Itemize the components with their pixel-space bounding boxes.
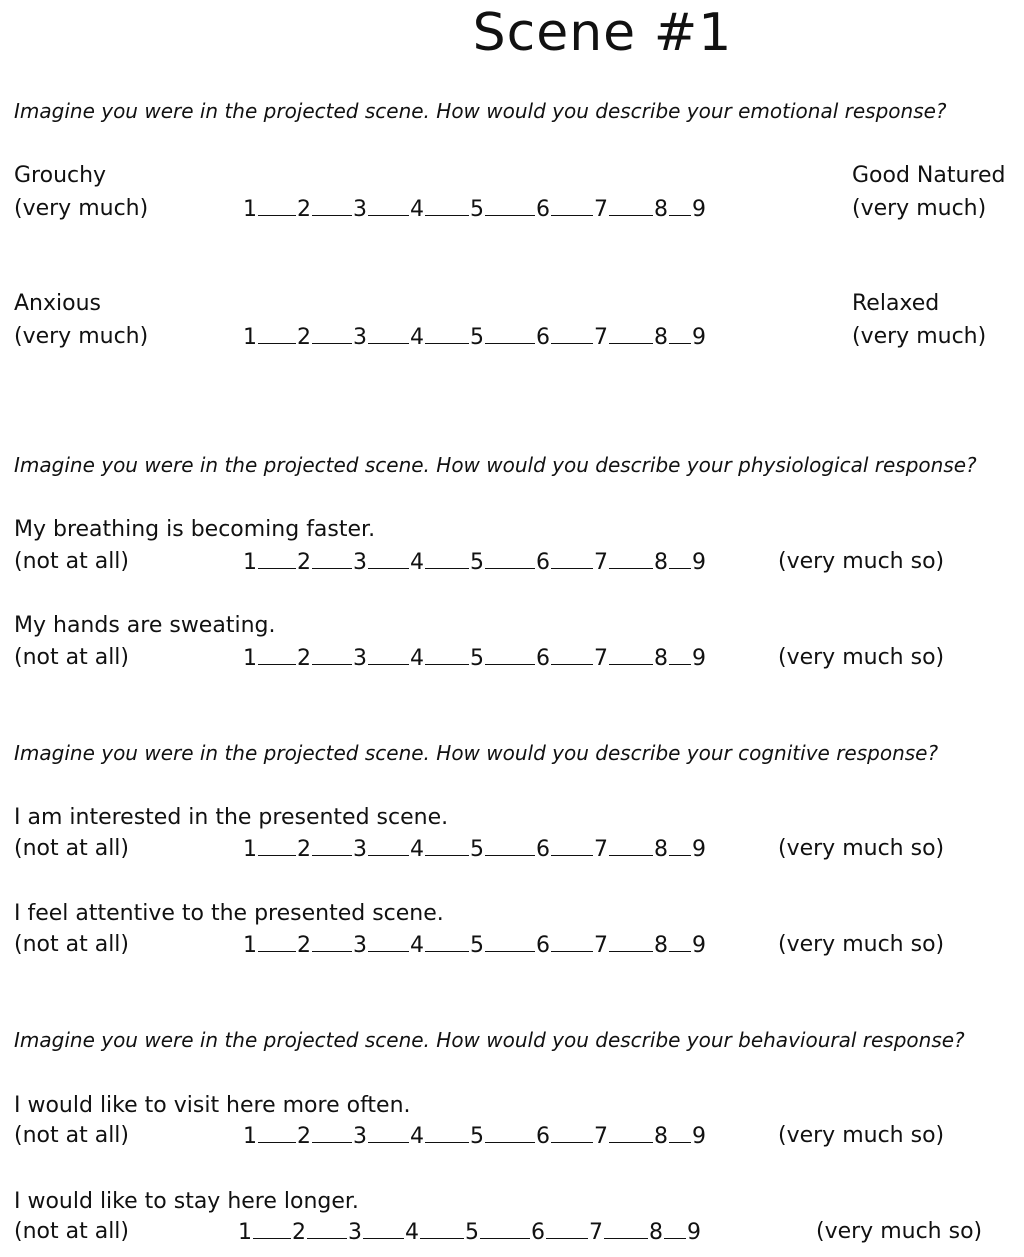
scale-option-6[interactable]: 6: [536, 325, 550, 350]
scale-option-9[interactable]: 9: [692, 1124, 706, 1149]
stay-statement: I would like to stay here longer.: [14, 1189, 359, 1214]
scale-option-1[interactable]: 1: [243, 197, 257, 222]
scale-line: [425, 1122, 469, 1143]
scale-option-4[interactable]: 4: [410, 1124, 424, 1149]
scale-option-9[interactable]: 9: [692, 646, 706, 671]
rating-scale-breathing[interactable]: [243, 548, 706, 577]
attentive-right-anchor: (very much so): [778, 932, 945, 957]
scale-option-6[interactable]: 6: [536, 197, 550, 222]
scale-option-8[interactable]: 8: [654, 197, 668, 222]
scale-option-8[interactable]: 8: [649, 1220, 663, 1245]
scale-line: [258, 644, 296, 665]
scale-option-9[interactable]: 9: [692, 837, 706, 862]
scale-line: [425, 835, 469, 856]
scale-option-4[interactable]: 4: [410, 933, 424, 958]
scale-option-3[interactable]: 3: [353, 197, 367, 222]
anxious-sub-label: (very much): [14, 324, 149, 349]
behavioural-prompt: Imagine you were in the projected scene. How would you describe your behavioural response?: [14, 1028, 965, 1052]
scale-option-8[interactable]: 8: [654, 550, 668, 575]
scale-option-7[interactable]: 7: [594, 1124, 608, 1149]
scale-option-5[interactable]: 5: [470, 646, 484, 671]
scale-option-9[interactable]: 9: [692, 933, 706, 958]
visit-left-anchor: (not at all): [14, 1123, 129, 1148]
scale-line: [312, 323, 352, 344]
scale-option-4[interactable]: 4: [410, 550, 424, 575]
scale-option-3[interactable]: 3: [353, 646, 367, 671]
scale-line: [363, 1218, 404, 1239]
scale-option-2[interactable]: 2: [297, 325, 311, 350]
scale-line: [609, 323, 653, 344]
scale-option-8[interactable]: 8: [654, 646, 668, 671]
scale-line: [669, 1122, 691, 1143]
scale-option-5[interactable]: 5: [470, 550, 484, 575]
scale-option-6[interactable]: 6: [536, 646, 550, 671]
scale-line: [551, 1122, 593, 1143]
scale-line: [485, 195, 535, 216]
scale-option-5[interactable]: 5: [470, 197, 484, 222]
scale-option-6[interactable]: 6: [536, 550, 550, 575]
attentive-statement: I feel attentive to the presented scene.: [14, 901, 444, 926]
scale-option-4[interactable]: 4: [410, 197, 424, 222]
scale-line: [312, 931, 352, 952]
scale-line: [425, 644, 469, 665]
scale-line: [551, 644, 593, 665]
breathing-right-anchor: (very much so): [778, 549, 945, 574]
scale-line: [551, 195, 593, 216]
scale-option-3[interactable]: 3: [353, 325, 367, 350]
scale-option-5[interactable]: 5: [470, 1124, 484, 1149]
scale-option-2[interactable]: 2: [292, 1220, 306, 1245]
scale-option-3[interactable]: 3: [348, 1220, 362, 1245]
scale-line: [669, 835, 691, 856]
scale-line: [368, 548, 409, 569]
physiological-prompt: Imagine you were in the projected scene. How would you describe your physiological response?: [14, 453, 977, 477]
scale-option-9[interactable]: 9: [692, 550, 706, 575]
scale-option-8[interactable]: 8: [654, 325, 668, 350]
scale-line: [258, 835, 296, 856]
scale-option-1[interactable]: 1: [243, 646, 257, 671]
stay-right-anchor: (very much so): [816, 1219, 983, 1244]
scale-line: [258, 323, 296, 344]
rating-scale-grouchy[interactable]: [243, 195, 706, 224]
scale-line: [551, 548, 593, 569]
scale-line: [258, 931, 296, 952]
scale-line: [485, 644, 535, 665]
interested-right-anchor: (very much so): [778, 836, 945, 861]
breathing-statement: My breathing is becoming faster.: [14, 517, 376, 542]
grouchy-label: Grouchy: [14, 163, 107, 188]
scale-line: [485, 323, 535, 344]
scale-option-6[interactable]: 6: [536, 837, 550, 862]
scale-line: [312, 1122, 352, 1143]
scale-line: [368, 195, 409, 216]
scale-option-7[interactable]: 7: [594, 197, 608, 222]
scale-line: [425, 323, 469, 344]
scale-line: [258, 1122, 296, 1143]
scale-option-3[interactable]: 3: [353, 1124, 367, 1149]
scale-line: [368, 323, 409, 344]
rating-scale-interested[interactable]: [243, 835, 706, 864]
rating-scale-sweating[interactable]: [243, 644, 706, 673]
attentive-left-anchor: (not at all): [14, 932, 129, 957]
sweating-statement: My hands are sweating.: [14, 613, 276, 638]
scale-option-1[interactable]: 1: [243, 933, 257, 958]
scale-line: [425, 195, 469, 216]
scale-option-2[interactable]: 2: [297, 197, 311, 222]
scale-line: [669, 195, 691, 216]
scale-option-4[interactable]: 4: [410, 837, 424, 862]
cognitive-prompt: Imagine you were in the projected scene. How would you describe your cognitive response?: [14, 741, 939, 765]
scale-line: [609, 931, 653, 952]
scale-option-6[interactable]: 6: [536, 1124, 550, 1149]
grouchy-sub-label: (very much): [14, 196, 149, 221]
scale-option-3[interactable]: 3: [353, 837, 367, 862]
scale-line: [664, 1218, 686, 1239]
scale-option-7[interactable]: 7: [594, 325, 608, 350]
scale-option-5[interactable]: 5: [465, 1220, 479, 1245]
scale-line: [485, 931, 535, 952]
scale-option-8[interactable]: 8: [654, 1124, 668, 1149]
scale-line: [669, 323, 691, 344]
scale-option-7[interactable]: 7: [594, 646, 608, 671]
scale-line: [425, 931, 469, 952]
scale-option-7[interactable]: 7: [594, 837, 608, 862]
scale-option-1[interactable]: 1: [243, 550, 257, 575]
scale-option-6[interactable]: 6: [536, 933, 550, 958]
page-title: Scene #1: [472, 3, 733, 63]
scale-line: [420, 1218, 464, 1239]
scale-option-4[interactable]: 4: [410, 325, 424, 350]
scale-line: [258, 195, 296, 216]
scale-option-2[interactable]: 2: [297, 1124, 311, 1149]
scale-option-3[interactable]: 3: [353, 933, 367, 958]
scale-line: [368, 1122, 409, 1143]
sweating-right-anchor: (very much so): [778, 645, 945, 670]
scale-option-2[interactable]: 2: [297, 933, 311, 958]
scale-line: [312, 195, 352, 216]
rating-scale-visit[interactable]: [243, 1122, 706, 1151]
good-natured-label: Good Natured: [852, 163, 1006, 188]
scale-line: [368, 931, 409, 952]
visit-statement: I would like to visit here more often.: [14, 1093, 411, 1118]
scale-line: [546, 1218, 588, 1239]
scale-option-2[interactable]: 2: [297, 837, 311, 862]
scale-line: [551, 835, 593, 856]
good-natured-sub-label: (very much): [852, 196, 987, 221]
scale-option-9[interactable]: 9: [687, 1220, 701, 1245]
scale-line: [551, 931, 593, 952]
scale-option-1[interactable]: 1: [243, 837, 257, 862]
scale-option-8[interactable]: 8: [654, 837, 668, 862]
scale-option-1[interactable]: 1: [243, 1124, 257, 1149]
relaxed-sub-label: (very much): [852, 324, 987, 349]
scale-line: [312, 835, 352, 856]
visit-right-anchor: (very much so): [778, 1123, 945, 1148]
scale-line: [609, 195, 653, 216]
sweating-left-anchor: (not at all): [14, 645, 129, 670]
scale-option-7[interactable]: 7: [594, 550, 608, 575]
scale-line: [485, 1122, 535, 1143]
rating-scale-anxious[interactable]: [243, 323, 706, 352]
scale-option-9[interactable]: 9: [692, 197, 706, 222]
scale-option-5[interactable]: 5: [470, 933, 484, 958]
scale-option-3[interactable]: 3: [353, 550, 367, 575]
rating-scale-stay[interactable]: [238, 1218, 701, 1247]
stay-left-anchor: (not at all): [14, 1219, 129, 1244]
rating-scale-attentive[interactable]: [243, 931, 706, 960]
scale-line: [312, 548, 352, 569]
scale-line: [368, 644, 409, 665]
scale-option-1[interactable]: 1: [238, 1220, 252, 1245]
scale-line: [609, 644, 653, 665]
scale-option-2[interactable]: 2: [297, 646, 311, 671]
scale-line: [253, 1218, 291, 1239]
scale-option-1[interactable]: 1: [243, 325, 257, 350]
scale-line: [307, 1218, 347, 1239]
scale-line: [368, 835, 409, 856]
scale-option-5[interactable]: 5: [470, 325, 484, 350]
scale-option-9[interactable]: 9: [692, 325, 706, 350]
scale-line: [480, 1218, 530, 1239]
anxious-label: Anxious: [14, 291, 101, 316]
emotional-prompt: Imagine you were in the projected scene. How would you describe your emotional response?: [14, 99, 947, 123]
scale-option-4[interactable]: 4: [405, 1220, 419, 1245]
scale-option-6[interactable]: 6: [531, 1220, 545, 1245]
scale-line: [604, 1218, 648, 1239]
scale-line: [485, 835, 535, 856]
scale-option-7[interactable]: 7: [589, 1220, 603, 1245]
scale-line: [609, 548, 653, 569]
scale-line: [609, 835, 653, 856]
scale-line: [669, 548, 691, 569]
scale-option-7[interactable]: 7: [594, 933, 608, 958]
scale-option-5[interactable]: 5: [470, 837, 484, 862]
scale-line: [551, 323, 593, 344]
scale-line: [312, 644, 352, 665]
scale-line: [669, 644, 691, 665]
interested-statement: I am interested in the presented scene.: [14, 805, 449, 830]
scale-option-2[interactable]: 2: [297, 550, 311, 575]
scale-option-8[interactable]: 8: [654, 933, 668, 958]
scale-line: [258, 548, 296, 569]
relaxed-label: Relaxed: [852, 291, 940, 316]
scale-line: [485, 548, 535, 569]
interested-left-anchor: (not at all): [14, 836, 129, 861]
scale-option-4[interactable]: 4: [410, 646, 424, 671]
breathing-left-anchor: (not at all): [14, 549, 129, 574]
scale-line: [669, 931, 691, 952]
scale-line: [425, 548, 469, 569]
scale-line: [609, 1122, 653, 1143]
